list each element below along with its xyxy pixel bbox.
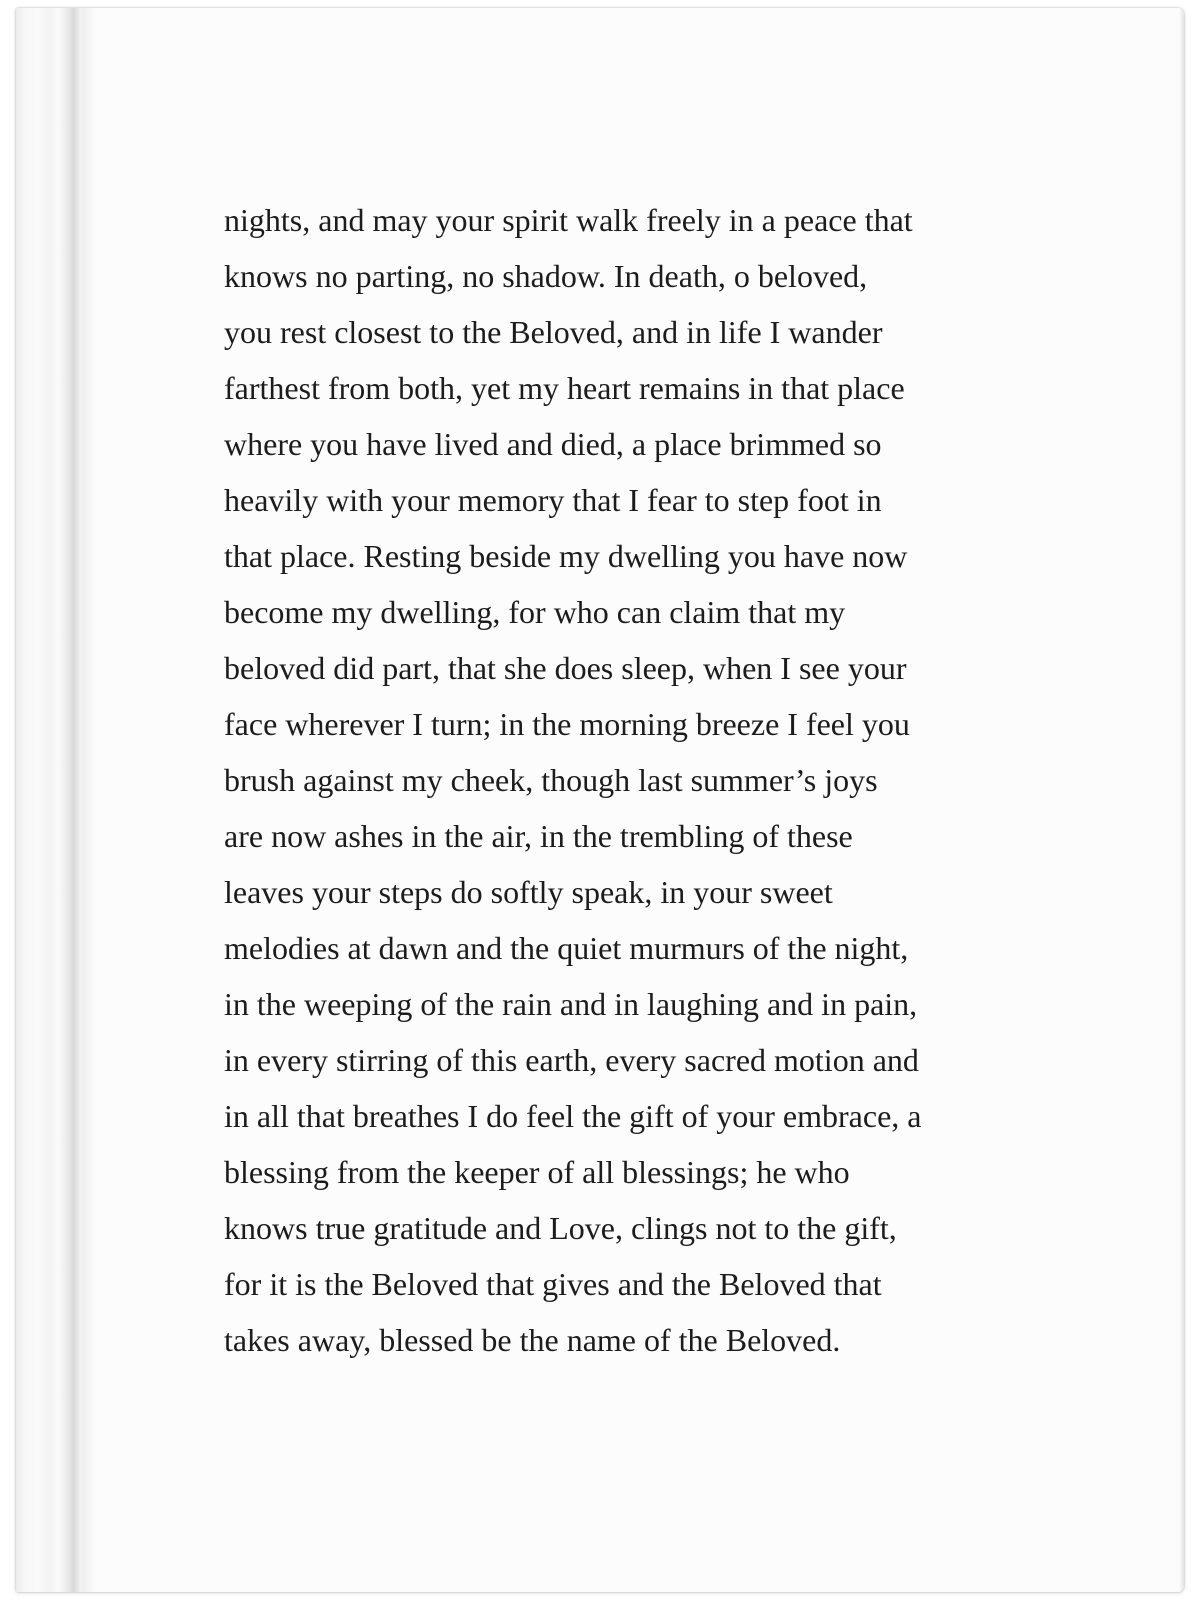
text-line: for it is the Beloved that gives and the Beloved that bbox=[224, 1266, 882, 1302]
text-line: are now ashes in the air, in the trembling of these bbox=[224, 818, 853, 854]
text-line: leaves your steps do softly speak, in your sweet bbox=[224, 874, 833, 910]
text-line: blessing from the keeper of all blessings; he who bbox=[224, 1154, 850, 1190]
text-line: knows no parting, no shadow. In death, o beloved, bbox=[224, 258, 868, 294]
text-line: farthest from both, yet my heart remains in that place bbox=[224, 370, 905, 406]
text-line: you rest closest to the Beloved, and in life I wander bbox=[224, 314, 883, 350]
text-line: takes away, blessed be the name of the Beloved. bbox=[224, 1322, 841, 1358]
text-line: knows true gratitude and Love, clings not to the gift, bbox=[224, 1210, 897, 1246]
text-line: nights, and may your spirit walk freely in a peace that bbox=[224, 202, 913, 238]
text-line: in every stirring of this earth, every sacred motion and bbox=[224, 1042, 919, 1078]
page-edge bbox=[1179, 8, 1184, 1592]
text-line: beloved did part, that she does sleep, when I see your bbox=[224, 650, 907, 686]
body-text bbox=[224, 192, 1024, 1368]
text-line: where you have lived and died, a place brimmed so bbox=[224, 426, 882, 462]
text-line: brush against my cheek, though last summer’s joys bbox=[224, 762, 878, 798]
text-line: face wherever I turn; in the morning breeze I feel you bbox=[224, 706, 910, 742]
book-spine bbox=[16, 8, 82, 1592]
text-line: that place. Resting beside my dwelling you have now bbox=[224, 538, 908, 574]
spine-shadow bbox=[82, 8, 96, 1592]
text-line: melodies at dawn and the quiet murmurs of the night, bbox=[224, 930, 909, 966]
book-page bbox=[16, 8, 1184, 1592]
text-line: in the weeping of the rain and in laughing and in pain, bbox=[224, 986, 918, 1022]
text-line: in all that breathes I do feel the gift of your embrace, a bbox=[224, 1098, 922, 1134]
text-line: become my dwelling, for who can claim that my bbox=[224, 594, 846, 630]
text-line: heavily with your memory that I fear to step foot in bbox=[224, 482, 882, 518]
